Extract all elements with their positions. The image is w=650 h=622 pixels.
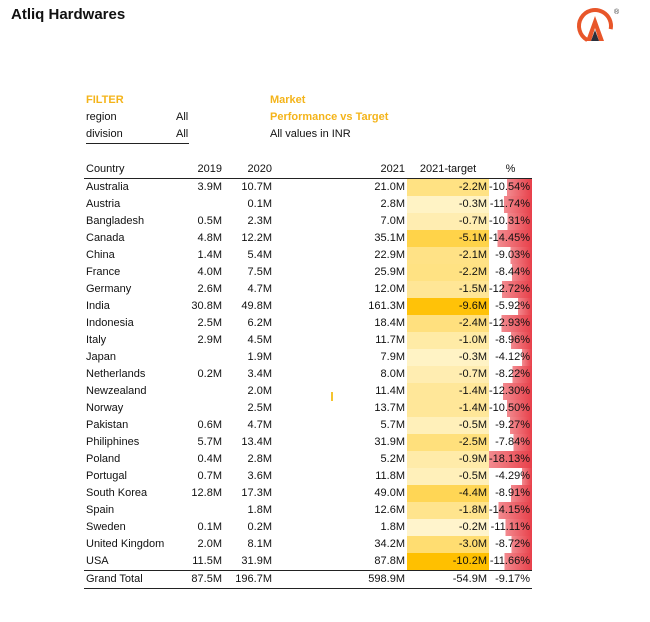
cell-2019: 4.0M <box>197 266 222 278</box>
cell-2021: 161.3M <box>368 300 405 312</box>
app-title: Atliq Hardwares <box>11 6 126 23</box>
cell-2019: 0.4M <box>197 453 222 465</box>
cell-2019: 0.5M <box>197 215 222 227</box>
cell-pct: -12.72% <box>489 281 532 298</box>
cell-2020: 0.2M <box>247 521 272 533</box>
filter-heading: FILTER <box>86 94 124 106</box>
table-row <box>84 247 532 264</box>
cell-country: Indonesia <box>86 317 134 329</box>
filter-value[interactable]: All <box>176 128 189 140</box>
filter-division[interactable] <box>86 128 189 144</box>
total-target: -54.9M <box>407 571 489 589</box>
filter-label: region <box>86 111 117 123</box>
cell-target: -3.0M <box>407 536 489 553</box>
cell-pct: -12.30% <box>489 383 532 400</box>
cell-2019: 2.6M <box>197 283 222 295</box>
cell-target: -1.8M <box>407 502 489 519</box>
cell-country: Italy <box>86 334 107 346</box>
cell-target: -1.4M <box>407 400 489 417</box>
cell-2019: 2.0M <box>197 538 222 550</box>
cell-2020: 2.5M <box>247 402 272 414</box>
cell-pct: -8.22% <box>489 366 532 383</box>
cell-2019 <box>179 502 224 519</box>
cell-2021: 22.9M <box>374 249 405 261</box>
performance-table <box>84 161 532 589</box>
total-2020: 196.7M <box>224 571 274 589</box>
cell-2021: 1.8M <box>380 521 405 533</box>
total-pct: -9.17% <box>489 571 532 589</box>
cell-2019: 2.9M <box>197 334 222 346</box>
cell-2021: 12.6M <box>374 504 405 516</box>
cell-target: -4.4M <box>407 485 489 502</box>
total-label: Grand Total <box>84 571 179 589</box>
table-row <box>84 434 532 451</box>
cell-target: -2.2M <box>407 264 489 281</box>
table-row <box>84 536 532 553</box>
cell-2021: 12.0M <box>374 283 405 295</box>
cell-2020: 2.0M <box>247 385 272 397</box>
cell-pct: -14.45% <box>489 230 532 247</box>
cell-2020: 12.2M <box>241 232 272 244</box>
cell-2019 <box>179 349 224 366</box>
cell-pct: -12.93% <box>489 315 532 332</box>
cell-country: Pakistan <box>86 419 129 431</box>
cell-target: -9.6M <box>407 298 489 315</box>
registered-mark: ® <box>614 9 620 16</box>
cell-2021: 31.9M <box>374 436 405 448</box>
table-row <box>84 332 532 349</box>
cell-target: -0.3M <box>407 349 489 366</box>
report-subtitle: Performance vs Target <box>270 111 389 123</box>
table-row <box>84 196 532 213</box>
table-row <box>84 502 532 519</box>
cell-2020: 49.8M <box>241 300 272 312</box>
cell-pct: -7.84% <box>489 434 532 451</box>
table-row <box>84 230 532 247</box>
cell-country: Philiphines <box>86 436 140 448</box>
table-row <box>84 213 532 230</box>
cell-target: -0.7M <box>407 366 489 383</box>
cell-2020: 1.9M <box>247 351 272 363</box>
cell-2021: 7.9M <box>380 351 405 363</box>
cell-2021: 5.7M <box>380 419 405 431</box>
cell-target: -2.4M <box>407 315 489 332</box>
cell-target: -0.2M <box>407 519 489 536</box>
cell-2020: 3.4M <box>247 368 272 380</box>
cell-target: -2.5M <box>407 434 489 451</box>
cell-2020: 0.1M <box>247 198 272 210</box>
cell-country: China <box>86 249 115 261</box>
cell-country: Netherlands <box>86 368 146 380</box>
cell-2019: 11.5M <box>192 555 222 567</box>
cell-2020: 2.3M <box>247 215 272 227</box>
cell-2020: 13.4M <box>241 436 272 448</box>
cell-target: -0.9M <box>407 451 489 468</box>
col-header-2020[interactable]: 2020 <box>224 161 274 179</box>
table-row <box>84 468 532 485</box>
cell-pct: -11.66% <box>489 553 532 571</box>
grand-total-row <box>84 571 532 589</box>
cell-2021: 11.7M <box>375 334 405 346</box>
cell-2020: 3.6M <box>247 470 272 482</box>
cell-2021: 21.0M <box>374 181 405 193</box>
cell-target: -2.1M <box>407 247 489 264</box>
table-row <box>84 417 532 434</box>
cell-2019: 0.7M <box>197 470 222 482</box>
filter-value[interactable]: All <box>176 111 189 123</box>
cell-2019: 30.8M <box>191 300 222 312</box>
cell-target: -10.2M <box>407 553 489 571</box>
cell-country: Sweden <box>86 521 126 533</box>
cell-target: -0.5M <box>407 417 489 434</box>
total-2019: 87.5M <box>179 571 224 589</box>
cell-pct: -8.91% <box>489 485 532 502</box>
table-row <box>84 383 532 400</box>
cell-2021: 8.0M <box>380 368 405 380</box>
cell-2020: 6.2M <box>247 317 272 329</box>
table-row <box>84 451 532 468</box>
cell-country: Bangladesh <box>86 215 145 227</box>
cell-2020: 31.9M <box>241 555 272 567</box>
cell-2019: 2.5M <box>197 317 222 329</box>
cell-pct: -4.12% <box>489 349 532 366</box>
cell-2021: 7.0M <box>380 215 405 227</box>
cell-pct: -8.96% <box>489 332 532 349</box>
cell-country: Portugal <box>86 470 127 482</box>
cell-country: Japan <box>86 351 116 363</box>
table-row <box>84 179 532 197</box>
table-row <box>84 366 532 383</box>
cell-pct: -8.44% <box>489 264 532 281</box>
cell-2020: 4.7M <box>247 283 272 295</box>
cell-pct: -9.27% <box>489 417 532 434</box>
cell-pct: -11.74% <box>489 196 532 213</box>
col-header-target[interactable]: 2021-target <box>407 161 489 179</box>
cell-2019: 0.2M <box>197 368 222 380</box>
cell-target: -0.7M <box>407 213 489 230</box>
table-row <box>84 553 532 571</box>
cell-target: -1.5M <box>407 281 489 298</box>
cell-country: Poland <box>86 453 121 465</box>
cell-country: Austria <box>86 198 121 210</box>
table-row <box>84 519 532 536</box>
report-title: Market <box>270 94 306 106</box>
cell-pct: -11.11% <box>489 519 532 536</box>
col-header-2021[interactable]: 2021 <box>274 161 407 179</box>
cell-2019: 0.6M <box>197 419 222 431</box>
cell-country: India <box>86 300 110 312</box>
cell-country: Canada <box>86 232 125 244</box>
cell-2019: 3.9M <box>197 181 222 193</box>
cell-target: -1.4M <box>407 383 489 400</box>
cell-2020: 8.1M <box>247 538 272 550</box>
cell-2019 <box>179 196 224 213</box>
table-row <box>84 485 532 502</box>
cell-country: Spain <box>86 504 115 516</box>
cell-2021: 87.8M <box>374 555 405 567</box>
cell-target: -1.0M <box>407 332 489 349</box>
cell-2021: 13.7M <box>374 402 405 414</box>
cell-target: -0.5M <box>407 468 489 485</box>
col-header-2019[interactable]: 2019 <box>179 161 224 179</box>
cell-pct: -10.50% <box>489 400 532 417</box>
cell-pct: -4.29% <box>489 468 532 485</box>
cell-2020: 4.5M <box>247 334 272 346</box>
table-row <box>84 349 532 366</box>
cell-2021: 18.4M <box>374 317 405 329</box>
table-row <box>84 281 532 298</box>
cell-2021: 35.1M <box>374 232 405 244</box>
cell-2021: 2.8M <box>380 198 405 210</box>
report-note: All values in INR <box>270 128 351 140</box>
cell-2020: 17.3M <box>241 487 272 499</box>
atliq-logo-icon <box>576 6 618 44</box>
cell-2021: 49.0M <box>374 487 405 499</box>
cell-2019 <box>179 383 224 400</box>
cell-2020: 5.4M <box>247 249 272 261</box>
cell-pct: -10.31% <box>489 213 532 230</box>
cell-target: -5.1M <box>407 230 489 247</box>
cell-2020: 2.8M <box>247 453 272 465</box>
cell-2020: 10.7M <box>241 181 272 193</box>
table-header-row <box>84 161 532 179</box>
cell-country: Norway <box>86 402 124 414</box>
cell-country: Newzealand <box>86 385 147 397</box>
cell-pct: -8.72% <box>489 536 532 553</box>
cell-target: -2.2M <box>407 179 489 197</box>
cell-2019 <box>179 400 224 417</box>
cell-country: USA <box>86 555 109 567</box>
cell-pct: -10.54% <box>489 179 532 197</box>
total-2021: 598.9M <box>274 571 407 589</box>
cell-pct: -14.15% <box>489 502 532 519</box>
table-row <box>84 298 532 315</box>
cell-country: United Kingdom <box>86 538 165 550</box>
cell-2021: 11.8M <box>375 470 405 482</box>
cell-country: Germany <box>86 283 132 295</box>
cell-2019: 5.7M <box>197 436 222 448</box>
cell-2020: 4.7M <box>247 419 272 431</box>
cell-2021: 34.2M <box>374 538 405 550</box>
cell-pct: -5.92% <box>489 298 532 315</box>
cell-target: -0.3M <box>407 196 489 213</box>
cell-2021: 25.9M <box>374 266 405 278</box>
cell-2019: 4.8M <box>197 232 222 244</box>
cell-pct: -18.13% <box>489 451 532 468</box>
table-row <box>84 264 532 281</box>
cell-2020: 7.5M <box>247 266 272 278</box>
cell-2019: 0.1M <box>197 521 222 533</box>
filter-label: division <box>86 128 123 140</box>
cell-country: France <box>86 266 121 278</box>
col-header-pct[interactable]: % <box>489 161 532 179</box>
cell-2019: 1.4M <box>197 249 222 261</box>
col-header-country[interactable]: Country <box>84 161 179 179</box>
cell-pct: -9.03% <box>489 247 532 264</box>
cell-country: South Korea <box>86 487 148 499</box>
cell-country: Australia <box>86 181 129 193</box>
cell-2019: 12.8M <box>191 487 222 499</box>
cell-2021: 11.4M <box>375 385 405 397</box>
cell-2020: 1.8M <box>247 504 272 516</box>
cell-2021: 5.2M <box>380 453 405 465</box>
table-row <box>84 315 532 332</box>
table-row <box>84 400 532 417</box>
